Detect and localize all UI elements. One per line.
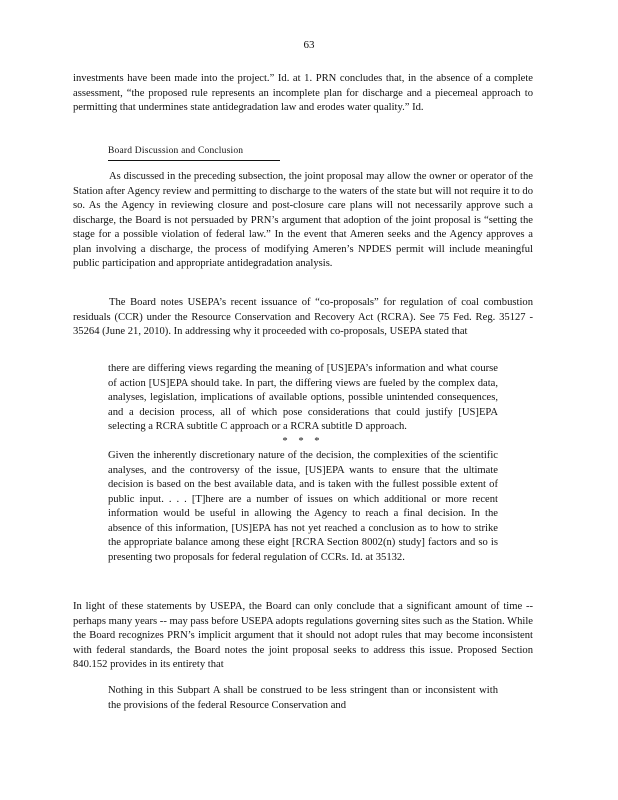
paragraph-usepa-coproposals bbox=[73, 296, 533, 340]
block-quote-usepa bbox=[108, 362, 498, 565]
paragraph-board-discussion bbox=[73, 170, 533, 272]
block-quote-section-840-152 bbox=[108, 684, 498, 713]
paragraph-text: As discussed in the preceding subsection, the joint proposal may allow the owner or operator of the Station after Agency review and permitting to discharge to the waters of the state but will not require it to do so. As the Agency in reviewing closure and post-closure care plans will not necessarily approve such a discharge, the Board is not persuaded by PRN’s argument that adoption of the joint proposal is “setting the stage for a possible violation of federal law.” In the event that Ameren seeks and the Agency approves a plan involving a discharge, the process of modifying Ameren’s NPDES permit will include meaningful public participation and appropriate antidegradation analysis. bbox=[73, 171, 533, 269]
quote-text: Given the inherently discretionary nature of the decision, the complexities of the scientific analyses, and the controversy of the issue, [US]EPA wants to ensure that the ultimate decision is based on the best available data, and is taken with the fullest possible extent of public input. . . . [T]here are a number of issues on which additional or more recent information would be useful in allowing the Agency to reach a final decision. In the absence of this information, [US]EPA has not yet reached a conclusion as to how to strike the appropriate balance among these eight [RCRA Section 8002(n) study] factors and so is presenting two proposals for federal regulation of CCRs. Id. at 35132. bbox=[108, 450, 498, 563]
page-number: 63 bbox=[303, 39, 315, 51]
quote-text: there are differing views regarding the meaning of [US]EPA’s information and what course of action [US]EPA should take. In part, the differing views are fueled by the complex data, analyses, legislation, implications of available options, possible unintended consequences, and a decision process, all of which pose considerations that could justify [US]EPA selecting a RCRA subtitle C approach or a RCRA subtitle D approach. bbox=[108, 363, 498, 432]
paragraph-text: investments have been made into the project.” Id. at 1. PRN concludes that, in the absence of a complete assessment, “the proposed rule represents an incomplete plan for discharge and a piecemeal approach to permitting that undermines state antidegradation law and erodes water quality.” Id. bbox=[73, 73, 533, 113]
section-heading: Board Discussion and Conclusion bbox=[108, 144, 280, 161]
paragraph-board-conclusion bbox=[73, 600, 533, 673]
paragraph-text: The Board notes USEPA’s recent issuance of “co-proposals” for regulation of coal combustion residuals (CCR) under the Resource Conservation and Recovery Act (RCRA). See 75 Fed. Reg. 35127 - 35264 (June 21, 2010). In addressing why it proceeded with co-proposals, USEPA stated that bbox=[73, 297, 533, 337]
ellipsis-stars: * * * bbox=[282, 435, 324, 447]
quote-text: Nothing in this Subpart A shall be construed to be less stringent than or inconsistent with the provisions of the federal Resource Conservation and bbox=[108, 685, 498, 711]
paragraph-text: In light of these statements by USEPA, the Board can only conclude that a significant amount of time -- perhaps many years -- may pass before USEPA adopts regulations governing sites such as the Station. While the Board recognizes PRN’s implicit argument that it should not adopt rules that may become inconsistent with federal standards, the Board notes the joint proposal seeks to address this issue. Proposed Section 840.152 provides in its entirety that bbox=[73, 601, 533, 670]
paragraph-prn-argument bbox=[73, 72, 533, 116]
